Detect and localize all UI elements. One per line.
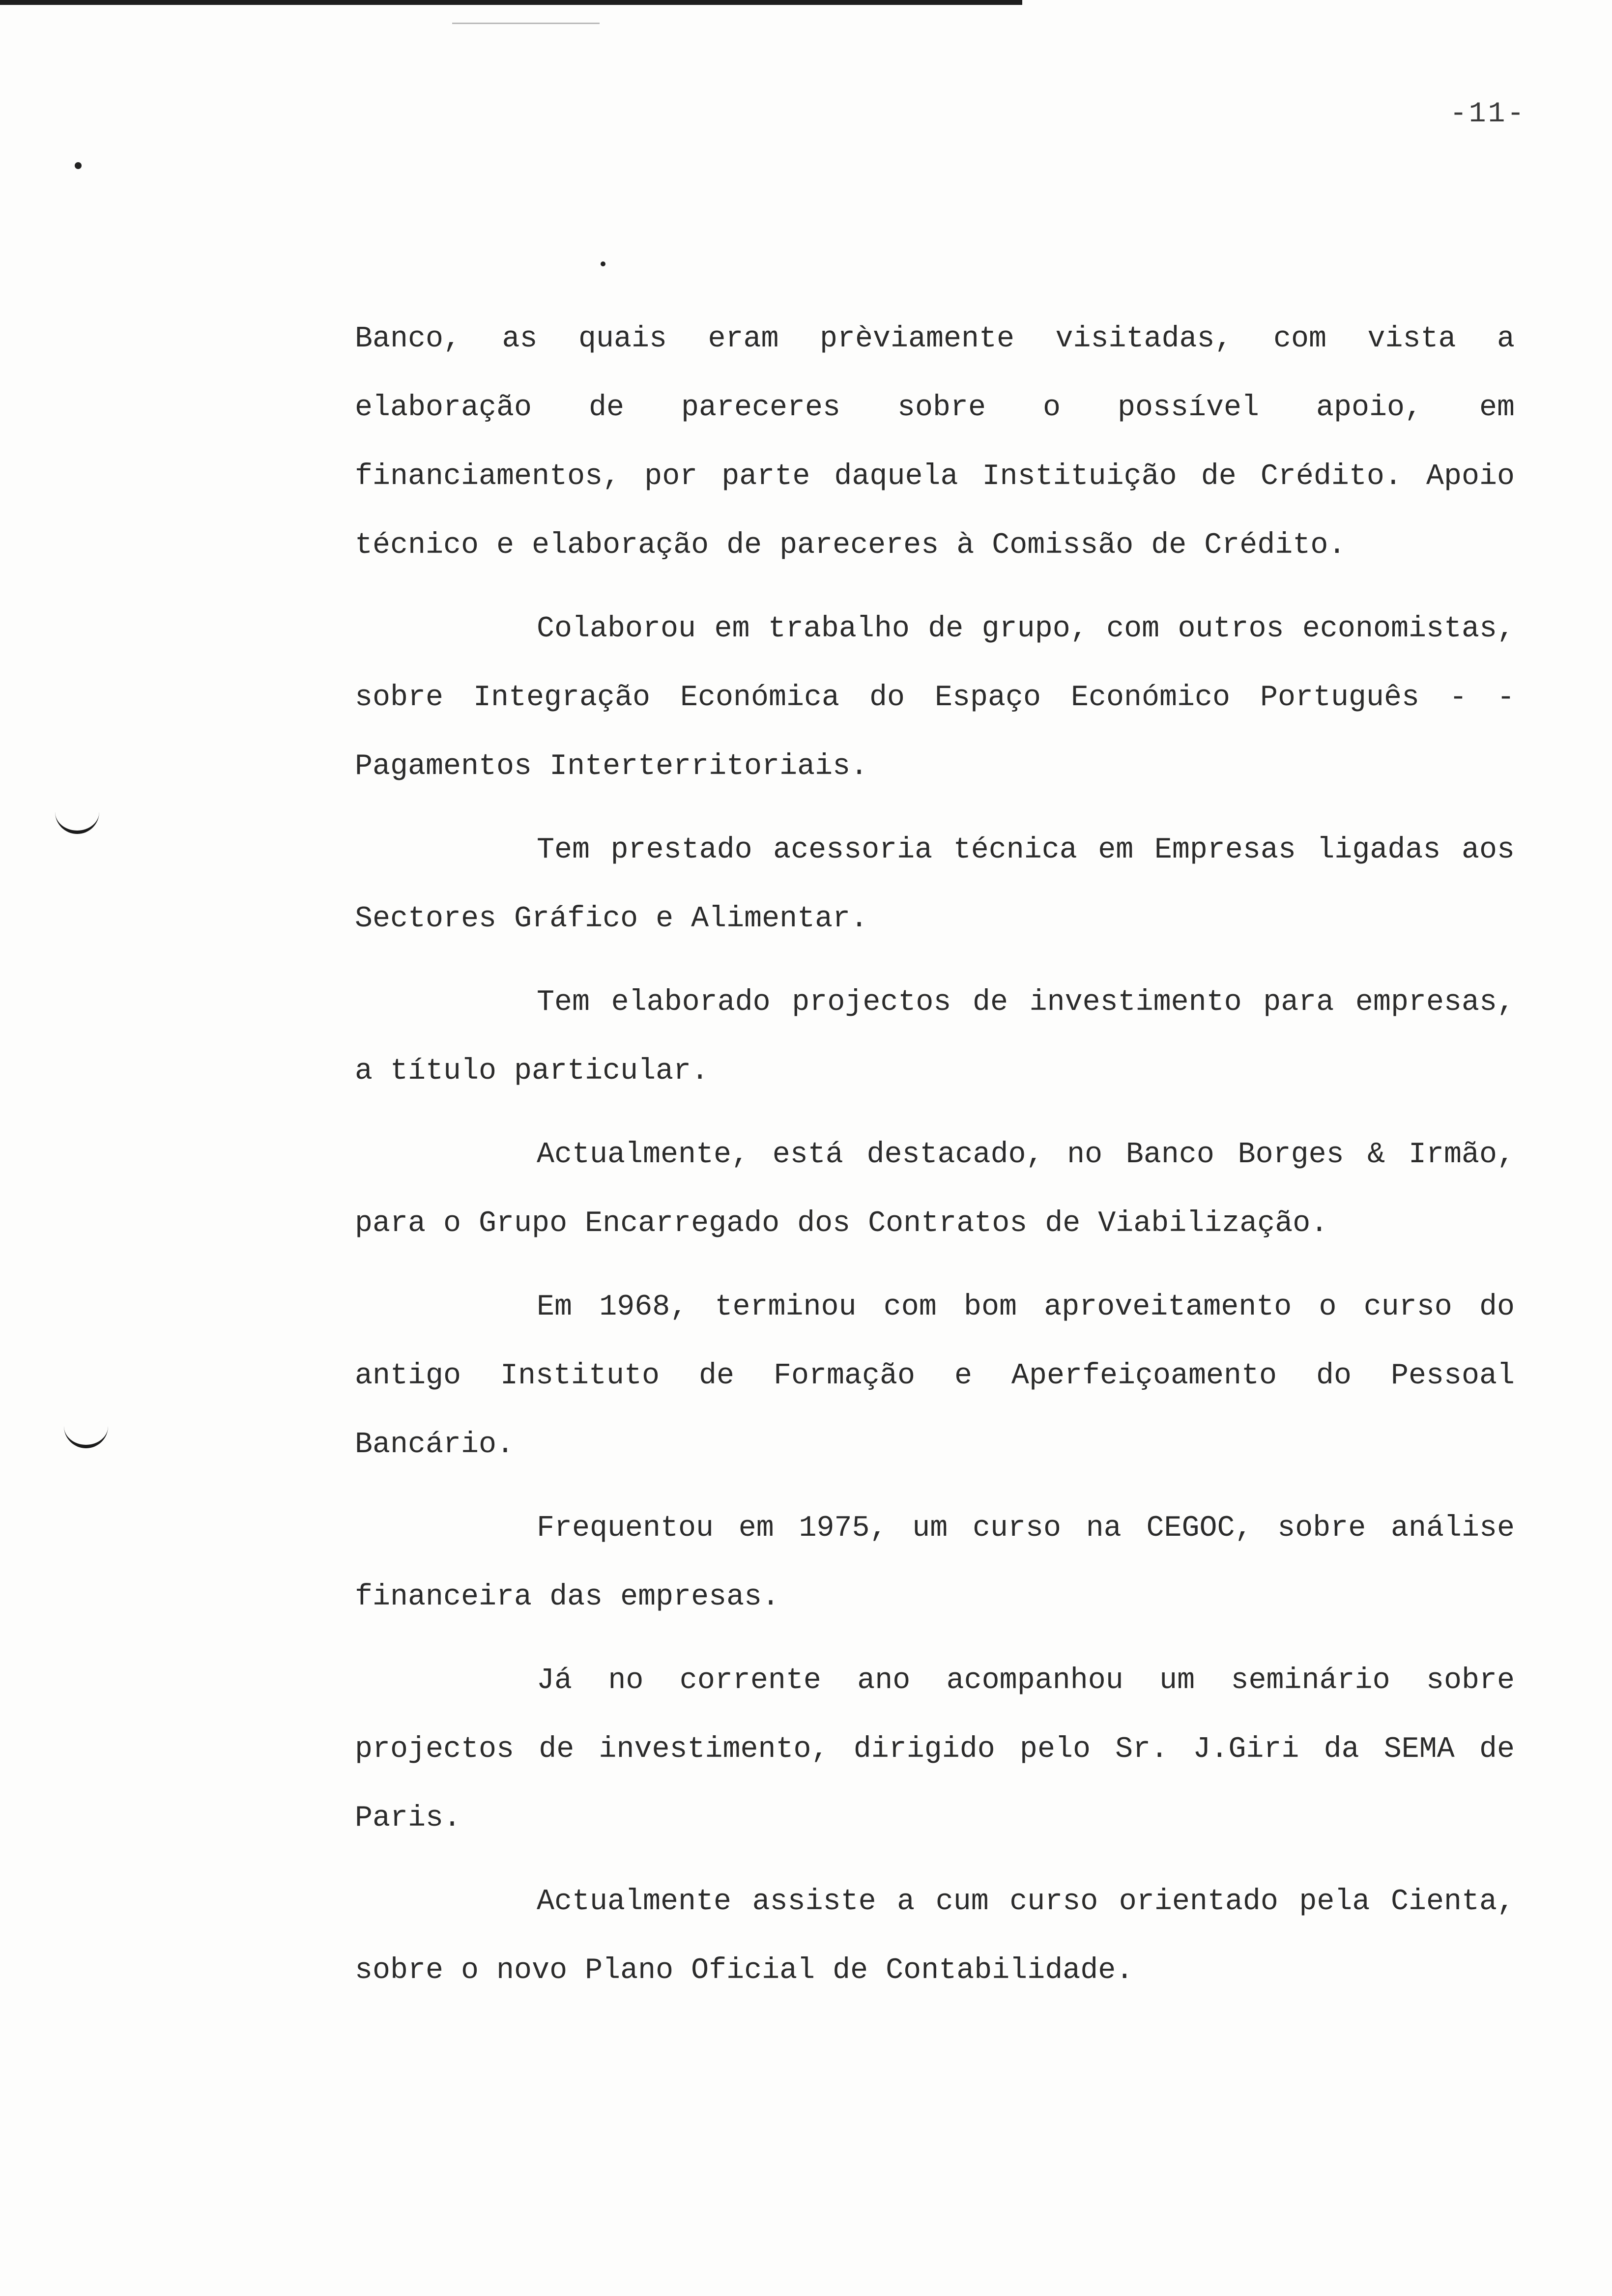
paragraph-4: Tem elaborado projectos de investimento para empresas, a título particular. bbox=[355, 986, 1515, 1088]
punch-hole-mark bbox=[64, 1425, 108, 1448]
top-edge-rule bbox=[0, 0, 1022, 5]
page-number: -11- bbox=[1450, 98, 1526, 130]
paragraph-2: Colaborou em trabalho de grupo, com outros economistas, sobre Integração Económica do Espaço Económico Português - - Pagamentos Interterritoriais. bbox=[355, 612, 1515, 783]
punch-hole-mark bbox=[55, 811, 99, 834]
paragraph-8: Já no corrente ano acompanhou um seminário sobre projectos de investimento, dirigido pelo Sr. J.Giri da SEMA de Paris. bbox=[355, 1664, 1515, 1835]
speck-dot bbox=[601, 261, 605, 266]
paragraph-9: Actualmente assiste a cum curso orientado pela Cienta, sobre o novo Plano Oficial de Contabilidade. bbox=[355, 1885, 1515, 1987]
body-text bbox=[355, 305, 1515, 2020]
paragraph-5: Actualmente, está destacado, no Banco Borges & Irmão, para o Grupo Encarregado dos Contratos de Viabilização. bbox=[355, 1138, 1515, 1240]
paragraph-6: Em 1968, terminou com bom aproveitamento o curso do antigo Instituto de Formação e Aperfeiçoamento do Pessoal Bancário. bbox=[355, 1291, 1515, 1462]
paragraph-3: Tem prestado acessoria técnica em Empresas ligadas aos Sectores Gráfico e Alimentar. bbox=[355, 833, 1515, 936]
binder-dot bbox=[75, 162, 82, 169]
paragraph-1: Banco, as quais eram prèviamente visitadas, com vista a elaboração de pareceres sobre o possível apoio, em financiamentos, por parte daquela Instituição de Crédito. Apoio técnico e elaboração de pareceres à Comissão de Crédito. bbox=[355, 322, 1515, 562]
paragraph-7: Frequentou em 1975, um curso na CEGOC, sobre análise financeira das empresas. bbox=[355, 1512, 1515, 1614]
top-faint-rule bbox=[452, 23, 600, 24]
